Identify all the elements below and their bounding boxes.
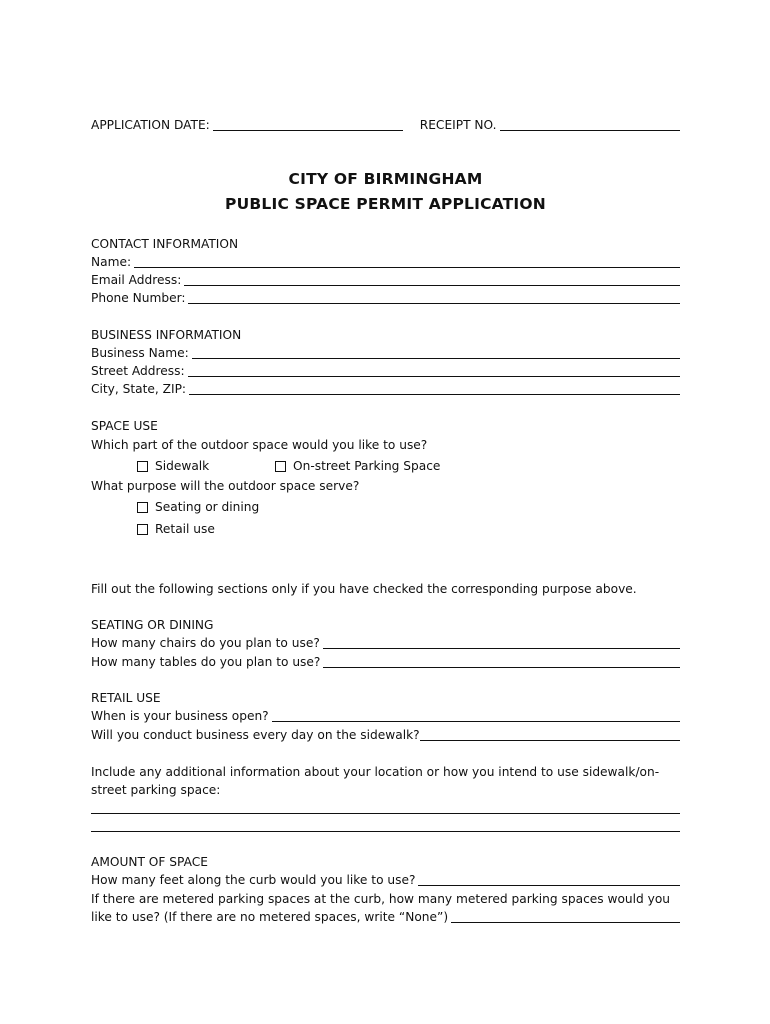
additional-line2: street parking space:: [91, 783, 221, 797]
chairs-field[interactable]: [323, 648, 680, 649]
receipt-no-label: RECEIPT NO.: [419, 118, 497, 132]
name-row: [91, 253, 680, 271]
email-row: [91, 271, 680, 289]
retail-heading: RETAIL USE: [91, 691, 161, 705]
every-day-label: Will you conduct business every day on the sidewalk?: [91, 728, 420, 742]
phone-field[interactable]: [188, 303, 680, 304]
seating-checkbox[interactable]: [137, 502, 148, 513]
phone-row: [91, 289, 680, 307]
page-title-line1: CITY OF BIRMINGHAM: [288, 170, 483, 188]
chairs-row: [91, 634, 680, 652]
feet-field[interactable]: [418, 885, 680, 886]
onstreet-option[interactable]: [275, 457, 440, 475]
application-date-label: APPLICATION DATE:: [91, 118, 210, 132]
street-row: [91, 362, 680, 380]
city-label: City, State, ZIP:: [91, 382, 187, 396]
chairs-label: How many chairs do you plan to use?: [91, 636, 320, 650]
business-name-label: Business Name:: [91, 346, 189, 360]
seating-heading: SEATING OR DINING: [91, 618, 214, 632]
phone-label: Phone Number:: [91, 291, 186, 305]
space-use-question2: What purpose will the outdoor space serve?: [91, 479, 360, 493]
instruction-text: Fill out the following sections only if you have checked the corresponding purpose above.: [91, 582, 637, 596]
tables-row: [91, 653, 680, 671]
additional-field-line2[interactable]: [91, 831, 680, 832]
additional-field-line1[interactable]: [91, 813, 680, 814]
metered-line1: If there are metered parking spaces at the curb, how many metered parking spaces would you: [91, 892, 671, 906]
city-field[interactable]: [189, 394, 680, 395]
street-label: Street Address:: [91, 364, 185, 378]
sidewalk-checkbox[interactable]: [137, 461, 148, 472]
retail-option[interactable]: [137, 520, 215, 538]
receipt-no-field[interactable]: [500, 130, 681, 131]
seating-label: Seating or dining: [155, 500, 260, 514]
metered-line2: like to use? (If there are no metered spaces, write “None”): [91, 910, 449, 924]
retail-checkbox[interactable]: [137, 524, 148, 535]
tables-field[interactable]: [323, 667, 680, 668]
business-heading: BUSINESS INFORMATION: [91, 328, 242, 342]
sidewalk-option[interactable]: [137, 457, 209, 475]
name-label: Name:: [91, 255, 132, 269]
page-title-line2: PUBLIC SPACE PERMIT APPLICATION: [225, 195, 546, 213]
header-row: [91, 116, 680, 134]
email-field[interactable]: [184, 285, 680, 286]
onstreet-label: On-street Parking Space: [293, 459, 441, 473]
street-field[interactable]: [188, 376, 680, 377]
feet-label: How many feet along the curb would you like to use?: [91, 873, 416, 887]
open-field[interactable]: [272, 721, 680, 722]
city-row: [91, 380, 680, 398]
every-day-row: [91, 726, 680, 744]
amount-heading: AMOUNT OF SPACE: [91, 855, 208, 869]
application-date-field[interactable]: [213, 130, 403, 131]
additional-line1: Include any additional information about your location or how you intend to use sidewalk/on-: [91, 765, 660, 779]
metered-row: [91, 908, 680, 926]
sidewalk-label: Sidewalk: [155, 459, 210, 473]
seating-option[interactable]: [137, 498, 259, 516]
email-label: Email Address:: [91, 273, 182, 287]
space-use-question1: Which part of the outdoor space would you like to use?: [91, 438, 428, 452]
contact-heading: CONTACT INFORMATION: [91, 237, 239, 251]
onstreet-checkbox[interactable]: [275, 461, 286, 472]
business-name-field[interactable]: [192, 358, 680, 359]
name-field[interactable]: [134, 267, 680, 268]
space-use-heading: SPACE USE: [91, 419, 158, 433]
metered-field[interactable]: [451, 922, 680, 923]
every-day-field[interactable]: [420, 740, 680, 741]
open-row: [91, 707, 680, 725]
business-name-row: [91, 344, 680, 362]
retail-label: Retail use: [155, 522, 215, 536]
tables-label: How many tables do you plan to use?: [91, 655, 321, 669]
feet-row: [91, 871, 680, 889]
open-label: When is your business open?: [91, 709, 269, 723]
